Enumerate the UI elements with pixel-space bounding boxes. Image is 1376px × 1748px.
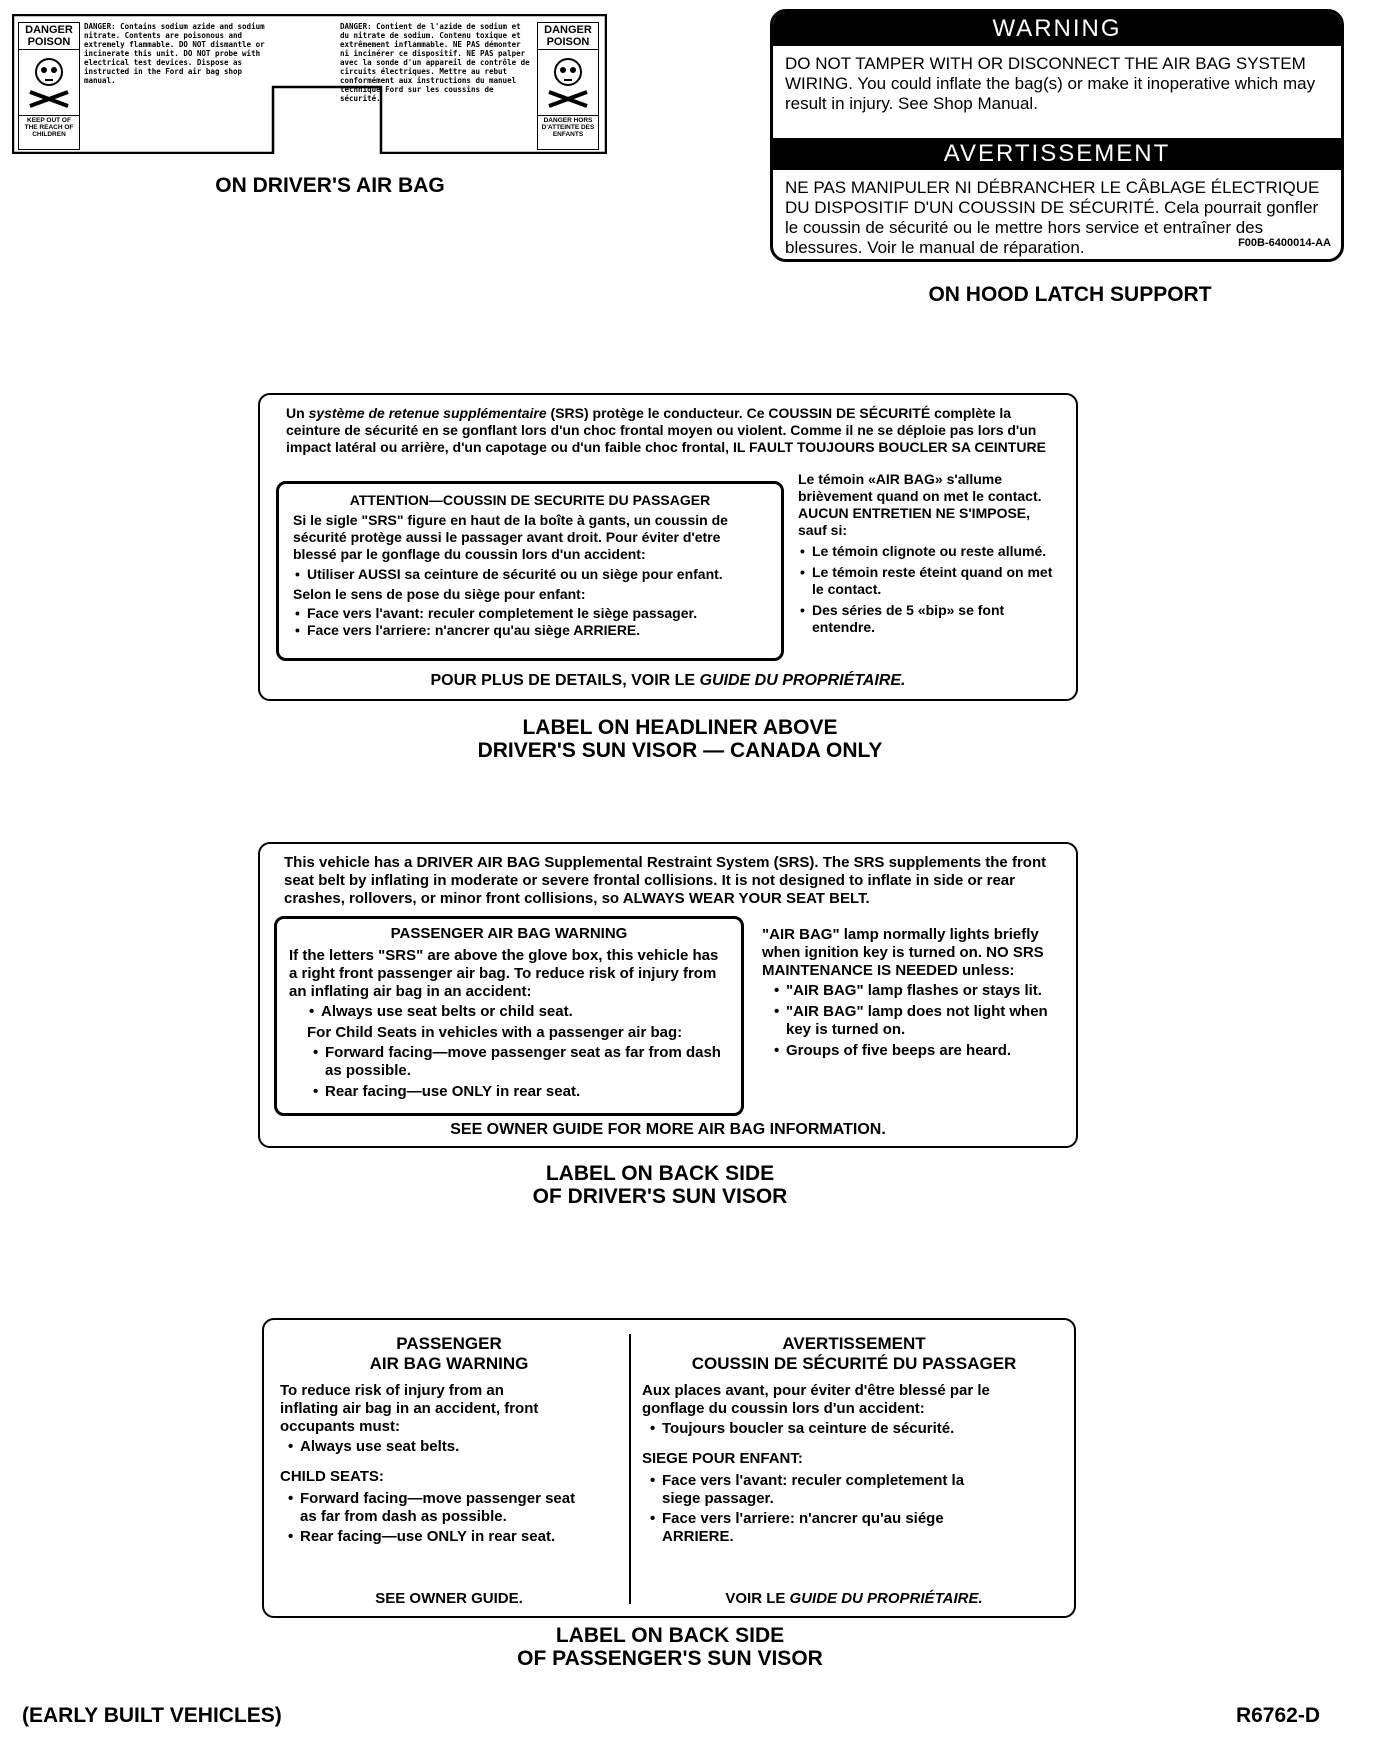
list-item: • Face vers l'avant: reculer completement le siège passager. xyxy=(293,605,767,622)
driver-visor-intro: This vehicle has a DRIVER AIR BAG Supplemental Restraint System (SRS). The SRS supplements the front seat belt by inflating in moderate or severe frontal collisions. It is not designed to inflate in side or rear crashes, rollovers, or minor front collisions, so ALWAYS WEAR YOUR SEAT BELT. xyxy=(284,854,1047,907)
canada-footer: POUR PLUS DE DETAILS, VOIR LE GUIDE DU PROPRIÉTAIRE. xyxy=(430,672,906,689)
list-item: • Forward facing—move passenger seat as far from dash as possible. xyxy=(311,1044,729,1080)
list-item: • Always use seat belts. xyxy=(286,1438,618,1456)
caption-drivers-air-bag: ON DRIVER'S AIR BAG xyxy=(215,174,445,197)
keep-out-text: KEEP OUT OF THE REACH OF CHILDREN xyxy=(19,115,79,139)
driver-visor-box-subhead: For Child Seats in vehicles with a passenger air bag: xyxy=(307,1024,683,1041)
english-child-bullets xyxy=(280,1490,576,1546)
list-item: • Rear facing—use ONLY in rear seat. xyxy=(311,1083,729,1101)
canada-side-intro: Le témoin «AIR BAG» s'allume brièvement quand on met le contact. AUCUN ENTRETIEN NE S'IMPOSE, sauf si: xyxy=(798,471,1042,538)
driver-visor-box-text: If the letters "SRS" are above the glove box, this vehicle has a right front passenger air bag. To reduce risk of injury from an inflating air bag in an accident: xyxy=(289,947,719,1000)
caption-hood-latch-support: ON HOOD LATCH SUPPORT xyxy=(928,283,1212,306)
passenger-visor-label xyxy=(262,1318,1076,1618)
caption-canada-label: LABEL ON HEADLINER ABOVE DRIVER'S SUN VISOR — CANADA ONLY xyxy=(477,716,883,762)
avertissement-text: NE PAS MANIPULER NI DÉBRANCHER LE CÂBLAGE ÉLECTRIQUE DU DISPOSITIF D'UN COUSSIN DE SÉCURITÉ. Cela pourrait gonfler le coussin de sécurité ou le mettre hors service et entraîner des blessures. Voir le manual de réparation. xyxy=(785,178,1320,257)
passenger-visor-english xyxy=(280,1334,618,1546)
badge-text: DANGER POISON xyxy=(19,23,79,50)
warning-text: DO NOT TAMPER WITH OR DISCONNECT THE AIR BAG SYSTEM WIRING. You could inflate the bag(s) or make it inoperative which may result in injury. See Shop Manual. xyxy=(785,54,1316,113)
list-item: • Rear facing—use ONLY in rear seat. xyxy=(286,1528,576,1546)
list-item: • Face vers l'arriere: n'ancrer qu'au siège ARRIERE. xyxy=(293,622,767,639)
list-item: • Utiliser AUSSI sa ceinture de sécurité ou un siège pour enfant. xyxy=(293,566,767,583)
danger-poison-badge-left xyxy=(18,22,80,150)
list-item: • Groups of five beeps are heard. xyxy=(772,1042,1052,1060)
driver-visor-box-title: PASSENGER AIR BAG WARNING xyxy=(390,925,628,942)
french-footer: VOIR LE GUIDE DU PROPRIÉTAIRE. xyxy=(725,1590,983,1607)
canada-side-bullets xyxy=(798,543,1058,636)
caption-driver-visor: LABEL ON BACK SIDE OF DRIVER'S SUN VISOR xyxy=(532,1162,788,1208)
list-item: • Le témoin clignote ou reste allumé. xyxy=(798,543,1058,560)
driver-visor-side-intro: "AIR BAG" lamp normally lights briefly when ignition key is turned on. NO SRS MAINTENANCE IS NEEDED unless: xyxy=(762,926,1044,979)
list-item: • Forward facing—move passenger seat as far from dash as possible. xyxy=(286,1490,576,1526)
driver-visor-box-bullet xyxy=(289,1003,729,1021)
hood-latch-label xyxy=(770,9,1344,262)
english-title: PASSENGER AIR BAG WARNING xyxy=(369,1334,529,1373)
avertissement-header: AVERTISSEMENT xyxy=(773,138,1341,170)
caption-passenger-visor: LABEL ON BACK SIDE OF PASSENGER'S SUN VISOR xyxy=(517,1624,823,1670)
list-item: • Face vers l'arriere: n'ancrer qu'au siége ARRIERE. xyxy=(648,1510,998,1546)
list-item: • Always use seat belts or child seat. xyxy=(307,1003,729,1021)
canada-headliner-label xyxy=(258,393,1078,701)
driver-visor-label xyxy=(258,842,1078,1148)
part-number: F00B-6400014-AA xyxy=(1238,237,1331,249)
danger-french-text: DANGER: Contient de l'azide de sodium et du nitrate de sodium. Contenu toxique et extrêmement inflammable. NE PAS démonter ni incinérer ce dispositif. NE PAS palper avec la sonde d'un appareil de contrôle de circuits électriques. Mettre au rebut conformément aux instructions du manuel technique Ford sur les coussins de sécurité. xyxy=(340,22,530,103)
english-footer: SEE OWNER GUIDE. xyxy=(375,1590,523,1607)
canada-box-bullet-list xyxy=(293,566,767,583)
list-item: • Des séries de 5 «bip» se font entendre. xyxy=(798,602,1058,636)
skull-crossbones-icon xyxy=(24,50,74,110)
french-text: Aux places avant, pour éviter d'être blessé par le gonflage du coussin lors d'un accident: xyxy=(642,1382,990,1417)
driver-visor-side-bullets xyxy=(762,982,1052,1060)
canada-box-text: Si le sigle "SRS" figure en haut de la boîte à gants, un coussin de sécurité protège aussi le passager avant droit. Pour éviter d'etre blessé par le gonflage du coussin lors d'un accident: xyxy=(293,512,728,562)
driver-airbag-label xyxy=(12,14,607,154)
passenger-visor-french xyxy=(642,1334,1066,1546)
driver-visor-footer: SEE OWNER GUIDE FOR MORE AIR BAG INFORMATION. xyxy=(450,1121,886,1138)
early-built-vehicles-note: (EARLY BUILT VEHICLES) xyxy=(22,1704,282,1727)
canada-box-title: ATTENTION—COUSSIN DE SECURITE DU PASSAGER xyxy=(349,492,711,508)
danger-poison-badge-right xyxy=(537,22,599,150)
passenger-airbag-warning-box xyxy=(274,916,744,1116)
badge-text: DANGER POISON xyxy=(538,23,598,50)
figure-id: R6762-D xyxy=(1235,1704,1320,1727)
warning-header: WARNING xyxy=(773,12,1341,46)
canada-intro-text: Un système de retenue supplémentaire (SRS) protège le conducteur. Ce COUSSIN DE SÉCURITÉ complète la ceinture de sécurité en se gonflant lors d'un choc frontal moyen ou violent. Comme il ne se déploie pas lors d'un impact latéral ou arrière, d'un capotage ou d'un faible choc frontal, IL FAULT TOUJOURS BOUCLER SA CEINTURE xyxy=(286,405,1046,455)
french-child-bullets xyxy=(642,1472,998,1546)
english-subhead: CHILD SEATS: xyxy=(280,1468,384,1485)
driver-visor-side-text xyxy=(762,926,1052,1060)
english-bullet xyxy=(280,1438,618,1456)
list-item: • Le témoin reste éteint quand on met le contact. xyxy=(798,564,1058,598)
english-text: To reduce risk of injury from an inflating air bag in an accident, front occupants must: xyxy=(280,1382,539,1435)
danger-english-text: DANGER: Contains sodium azide and sodium nitrate. Contents are poisonous and extremely flammable. DO NOT dismantle or incinerate this unit. DO NOT probe with electrical test devices. Dispose as instructed in the Ford air bag shop manual. xyxy=(84,22,265,85)
list-item: • Toujours boucler sa ceinture de sécurité. xyxy=(648,1420,1066,1438)
canada-box-subhead: Selon le sens de pose du siège pour enfant: xyxy=(293,586,586,602)
french-subhead: SIEGE POUR ENFANT: xyxy=(642,1450,803,1467)
canada-side-text xyxy=(798,471,1058,636)
skull-crossbones-icon xyxy=(543,50,593,110)
french-bullet xyxy=(642,1420,1066,1438)
label-divider xyxy=(629,1334,631,1604)
canada-passenger-box xyxy=(276,481,784,661)
keep-out-text: DANGER HORS D'ATTEINTE DES ENFANTS xyxy=(538,115,598,139)
list-item: • "AIR BAG" lamp flashes or stays lit. xyxy=(772,982,1052,1000)
driver-visor-box-bullets xyxy=(289,1044,729,1101)
list-item: • Face vers l'avant: reculer completement la siege passager. xyxy=(648,1472,998,1508)
list-item: • "AIR BAG" lamp does not light when key is turned on. xyxy=(772,1003,1052,1039)
canada-box-bullets xyxy=(293,605,767,639)
french-title: AVERTISSEMENT COUSSIN DE SÉCURITÉ DU PASSAGER xyxy=(691,1334,1017,1373)
